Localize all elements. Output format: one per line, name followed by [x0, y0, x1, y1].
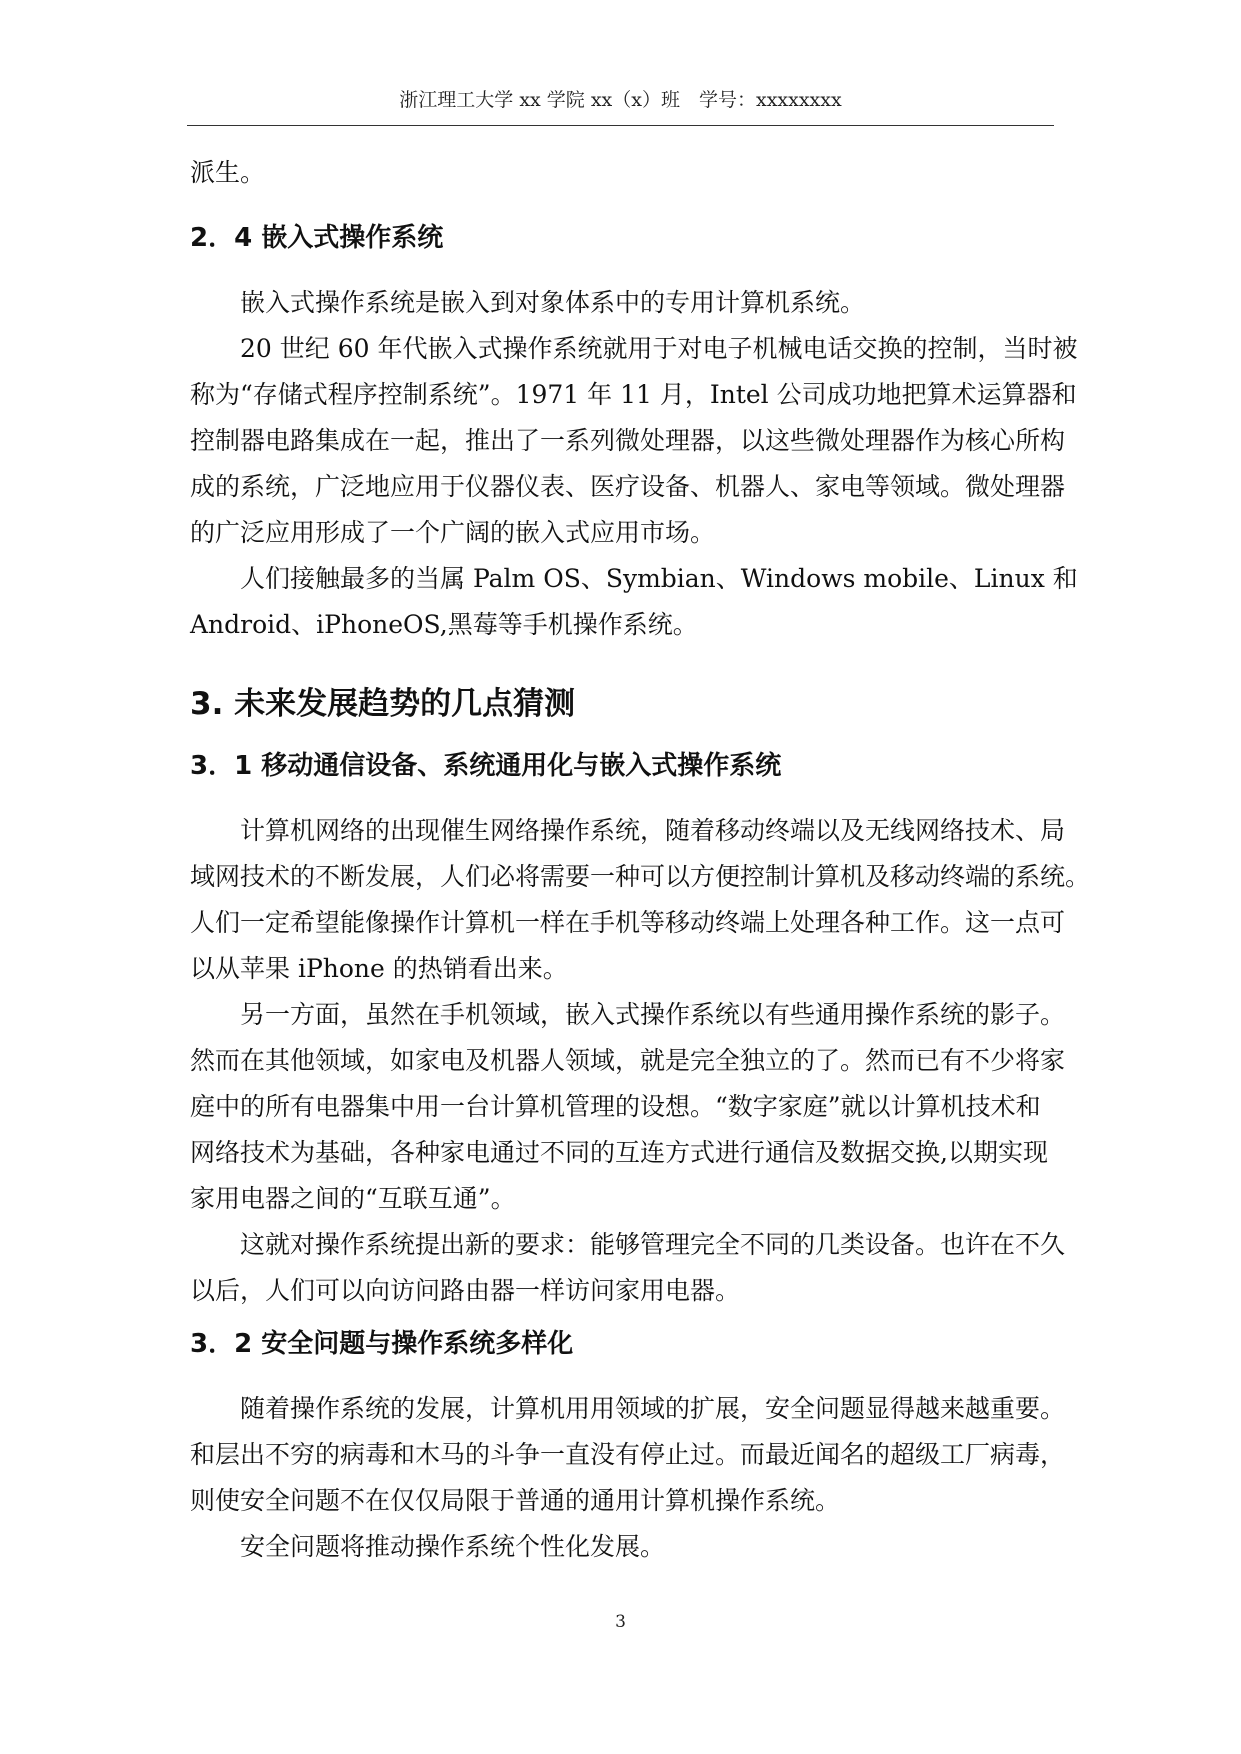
paragraph-line: Android、iPhoneOS,黑莓等手机操作系统。: [190, 610, 698, 639]
page-header: 浙江理工大学 xx 学院 xx（x）班 学号：xxxxxxxx: [399, 89, 842, 111]
paragraph-line: 以后，人们可以向访问路由器一样访问家用电器。: [190, 1276, 741, 1305]
carry-over-line: 派生。: [190, 158, 266, 187]
spacer: [190, 196, 1060, 208]
spacer: [190, 268, 1060, 280]
paragraph-line: 另一方面，虽然在手机领域，嵌入式操作系统以有些通用操作系统的影子。: [240, 1000, 1066, 1029]
paragraph-line: 的广泛应用形成了一个广阔的嵌入式应用市场。: [190, 518, 716, 547]
paragraph: [190, 280, 1060, 326]
paragraph-line: 域网技术的不断发展，人们必将需要一种可以方便控制计算机及移动终端的系统。: [190, 862, 1091, 891]
page-number: 3: [615, 1612, 626, 1632]
paragraph: [190, 1386, 1066, 1524]
paragraph-line: 以从苹果 iPhone 的热销看出来。: [190, 954, 568, 983]
paragraph-line: 然而在其他领域，如家电及机器人领域，就是完全独立的了。然而已有不少将家: [190, 1046, 1066, 1075]
paragraph: [190, 1222, 1066, 1314]
paragraph-line: 则使安全问题不在仅仅局限于普通的通用计算机操作系统。: [190, 1486, 841, 1515]
section-heading-3-1: 3．1 移动通信设备、系统通用化与嵌入式操作系统: [190, 751, 782, 781]
spacer: [190, 648, 1060, 672]
paragraph-line: 这就对操作系统提出新的要求：能够管理完全不同的几类设备。也许在不久: [240, 1230, 1066, 1259]
paragraph: [190, 808, 1091, 992]
paragraph-line: 和层出不穷的病毒和木马的斗争一直没有停止过。而最近闻名的超级工厂病毒，: [190, 1440, 1066, 1469]
section-heading-2-4: 2．4 嵌入式操作系统: [190, 223, 444, 253]
paragraph-line: 嵌入式操作系统是嵌入到对象体系中的专用计算机系统。: [240, 288, 866, 317]
paragraph: [190, 326, 1078, 556]
paragraph: [190, 1524, 1060, 1570]
document-body: [190, 150, 1091, 1570]
paragraph-line: 随着操作系统的发展，计算机用用领域的扩展，安全问题显得越来越重要。: [240, 1394, 1066, 1423]
paragraph-line: 家用电器之间的“互联互通”。: [190, 1184, 516, 1213]
paragraph-line: 20 世纪 60 年代嵌入式操作系统就用于对电子机械电话交换的控制，当时被: [240, 334, 1078, 363]
paragraph-line: 计算机网络的出现催生网络操作系统，随着移动终端以及无线网络技术、局: [240, 816, 1066, 845]
spacer: [190, 796, 1060, 808]
paragraph-line: 称为“存储式程序控制系统”。1971 年 11 月，Intel 公司成功地把算术运算器和: [190, 380, 1077, 409]
paragraph-line: 人们接触最多的当属 Palm OS、Symbian、Windows mobile、Linux 和: [240, 564, 1078, 593]
paragraph: [190, 992, 1066, 1222]
spacer: [190, 1374, 1060, 1386]
paragraph-line: 人们一定希望能像操作计算机一样在手机等移动终端上处理各种工作。这一点可: [190, 908, 1066, 937]
paragraph-line: 庭中的所有电器集中用一台计算机管理的设想。“数字家庭”就以计算机技术和: [190, 1092, 1041, 1121]
paragraph: [190, 556, 1078, 648]
chapter-heading-3: 3. 未来发展趋势的几点猜测: [190, 686, 576, 722]
section-heading-3-2: 3．2 安全问题与操作系统多样化: [190, 1329, 574, 1359]
paragraph-line: 控制器电路集成在一起，推出了一系列微处理器，以这些微处理器作为核心所构: [190, 426, 1066, 455]
paragraph-line: 安全问题将推动操作系统个性化发展。: [240, 1532, 666, 1561]
header-rule: [187, 125, 1054, 126]
paragraph-line: 网络技术为基础，各种家电通过不同的互连方式进行通信及数据交换,以期实现: [190, 1138, 1048, 1167]
paragraph-line: 成的系统，广泛地应用于仪器仪表、医疗设备、机器人、家电等领域。微处理器: [190, 472, 1066, 501]
